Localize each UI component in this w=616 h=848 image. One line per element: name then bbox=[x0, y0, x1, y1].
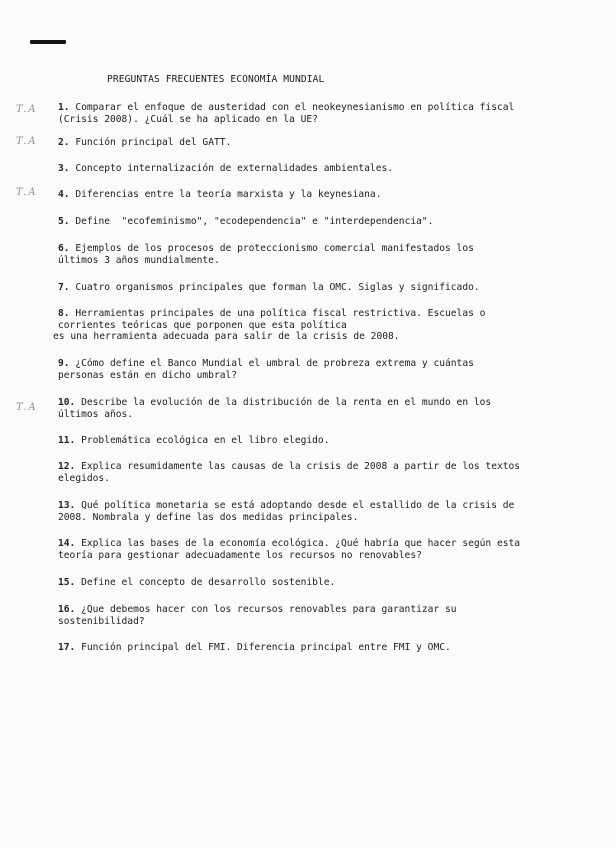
question-text-line: Cuatro organismos principales que forman la OMC. Siglas y significado. bbox=[75, 282, 480, 293]
question-number: 14. bbox=[58, 538, 76, 549]
question-text-line: es una herramienta adecuada para salir de la crisis de 2008. bbox=[53, 331, 400, 342]
question-11 bbox=[58, 435, 540, 447]
question-number: 16. bbox=[58, 604, 76, 615]
question-text-line: Define el concepto de desarrollo sostenible. bbox=[81, 577, 336, 588]
question-number: 12. bbox=[58, 461, 76, 472]
question-text-line: sostenibilidad? bbox=[58, 615, 145, 627]
margin-mark-q2: T.A bbox=[16, 136, 38, 147]
question-7 bbox=[58, 282, 540, 294]
question-text-line: elegidos. bbox=[58, 472, 110, 484]
question-4 bbox=[58, 189, 540, 201]
question-number: 17. bbox=[58, 642, 76, 653]
question-number: 5. bbox=[58, 216, 70, 227]
question-number: 15. bbox=[58, 577, 76, 588]
question-text-line: Explica resumidamente las causas de la crisis de 2008 a partir de los textos bbox=[81, 461, 521, 472]
question-text-line: Función principal del GATT. bbox=[75, 137, 232, 148]
question-text-line: Problemática ecológica en el libro elegido. bbox=[81, 435, 330, 446]
question-text-line: Concepto internalización de externalidades ambientales. bbox=[75, 163, 394, 174]
question-9 bbox=[58, 358, 540, 381]
question-number: 6. bbox=[58, 243, 70, 254]
question-number: 13. bbox=[58, 500, 76, 511]
question-number: 8. bbox=[58, 308, 70, 319]
question-text-line: corrientes teóricas que porponen que esta política bbox=[58, 319, 347, 331]
question-text-line: ¿Que debemos hacer con los recursos renovables para garantizar su bbox=[81, 604, 457, 615]
question-16 bbox=[58, 604, 540, 627]
question-6 bbox=[58, 243, 540, 266]
question-number: 10. bbox=[58, 397, 76, 408]
question-2 bbox=[58, 137, 540, 149]
question-number: 11. bbox=[58, 435, 76, 446]
question-text-line: últimos 3 años mundialmente. bbox=[58, 254, 220, 266]
question-text-line: Comparar el enfoque de austeridad con el neokeynesianismo en política fiscal bbox=[75, 102, 515, 113]
question-number: 2. bbox=[58, 137, 70, 148]
question-10 bbox=[58, 397, 540, 420]
question-17 bbox=[58, 642, 540, 654]
question-text-line: Qué política monetaria se está adoptando desde el estallido de la crisis de bbox=[81, 500, 515, 511]
question-1 bbox=[58, 102, 540, 125]
question-13 bbox=[58, 500, 540, 523]
question-12 bbox=[58, 461, 540, 484]
margin-mark-q4: T.A bbox=[16, 187, 38, 198]
question-text-line: últimos años. bbox=[58, 408, 134, 420]
question-15 bbox=[58, 577, 540, 589]
question-text-line: Herramientas principales de una política fiscal restrictiva. Escuelas o bbox=[75, 308, 486, 319]
question-number: 3. bbox=[58, 163, 70, 174]
question-5 bbox=[58, 216, 540, 228]
question-text-line: Describe la evolución de la distribución de la renta en el mundo en los bbox=[81, 397, 492, 408]
question-14 bbox=[58, 538, 540, 561]
hole-punch-mark bbox=[30, 40, 66, 44]
margin-mark-q1: T.A bbox=[16, 104, 38, 115]
question-number: 7. bbox=[58, 282, 70, 293]
question-8 bbox=[53, 308, 540, 343]
question-text-line: Define "ecofeminismo", "ecodependencia" e "interdependencia". bbox=[75, 216, 434, 227]
page-title: PREGUNTAS FRECUENTES ECONOMÍA MUNDIAL bbox=[107, 74, 325, 85]
question-number: 9. bbox=[58, 358, 70, 369]
question-text-line: ¿Cómo define el Banco Mundial el umbral de probreza extrema y cuántas bbox=[75, 358, 474, 369]
question-text-line: teoría para gestionar adecuadamente los recursos no renovables? bbox=[58, 549, 422, 561]
question-text-line: Función principal del FMI. Diferencia principal entre FMI y OMC. bbox=[81, 642, 451, 653]
question-text-line: (Crisis 2008). ¿Cuál se ha aplicado en la UE? bbox=[58, 113, 318, 125]
question-text-line: Ejemplos de los procesos de proteccionismo comercial manifestados los bbox=[75, 243, 474, 254]
question-number: 1. bbox=[58, 102, 70, 113]
question-text-line: Diferencias entre la teoría marxista y la keynesiana. bbox=[75, 189, 382, 200]
question-text-line: 2008. Nombrala y define las dos medidas principales. bbox=[58, 511, 359, 523]
margin-mark-q10: T.A bbox=[16, 402, 38, 413]
question-3 bbox=[58, 163, 540, 175]
question-number: 4. bbox=[58, 189, 70, 200]
question-text-line: personas están en dicho umbral? bbox=[58, 369, 238, 381]
question-text-line: Explica las bases de la economía ecológica. ¿Qué habría que hacer según esta bbox=[81, 538, 521, 549]
